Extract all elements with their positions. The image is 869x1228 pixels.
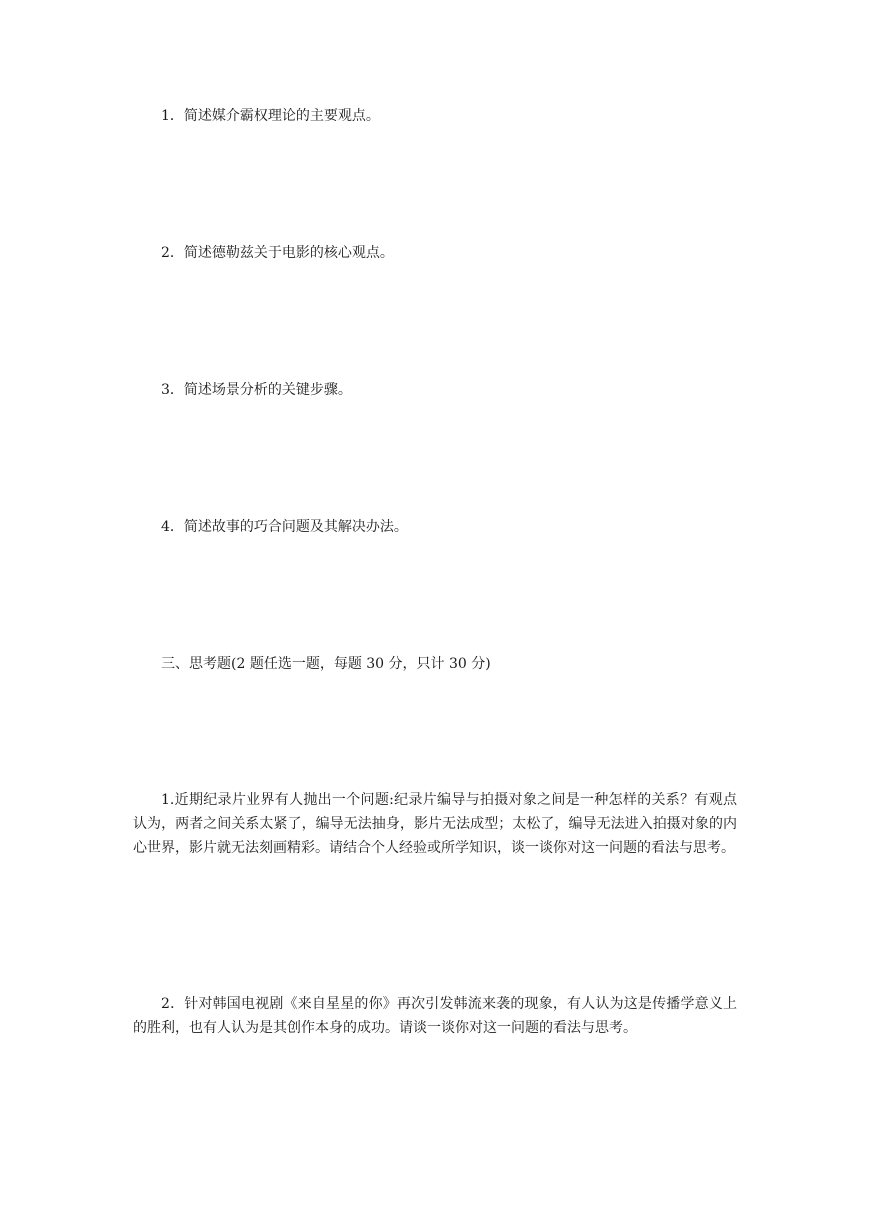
- essay-question-1: 1.近期纪录片业界有人抛出一个问题:纪录片编导与拍摄对象之间是一种怎样的关系？有观点认为，两者之间关系太紧了，编导无法抽身，影片无法成型；太松了，编导无法进入拍摄对象的内心世界，影片就无法刻画精彩。请结合个人经验或所学知识，谈一谈你对这一问题的看法与思考。: [133, 792, 737, 856]
- short-answer-question-1: 1．简述媒介霸权理论的主要观点。: [161, 108, 380, 124]
- short-answer-question-4: 4．简述故事的巧合问题及其解决办法。: [161, 519, 408, 535]
- short-answer-question-3: 3．简述场景分析的关键步骤。: [161, 382, 352, 398]
- essay-question-2: 2．针对韩国电视剧《来自星星的你》再次引发韩流来袭的现象，有人认为这是传播学意义上的胜利，也有人认为是其创作本身的成功。请谈一谈你对这一问题的看法与思考。: [133, 996, 737, 1036]
- section-heading: 三、思考题(2 题任选一题，每题 30 分，只计 30 分): [161, 656, 491, 672]
- short-answer-question-2: 2．简述德勒兹关于电影的核心观点。: [161, 245, 394, 261]
